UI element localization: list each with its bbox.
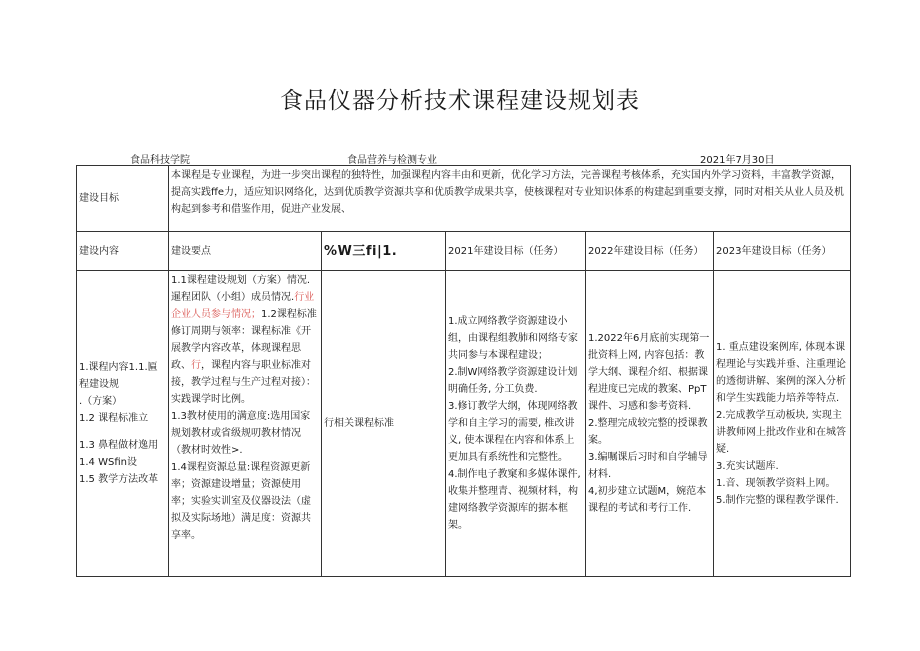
college-name: 食品科技学院 [130, 155, 190, 166]
point-1-highlight: 行业企业人员参与情况； [171, 292, 315, 320]
point-3: 1.3教材使用的满意度:选用国家规划教材或省级规叨教材情况（教材时效性>. [171, 411, 311, 456]
content-item: 1.2 课程标准立 [79, 413, 149, 424]
list-item: 4,初步建立试题M，婉范本课程的考试和考行工作. [588, 486, 707, 514]
list-item: 2.整理完成较完整的授课教案。 [588, 418, 708, 446]
list-item: 3.修订教学大纲，体现网络教学和自主学习的需要, 椎改讲义, 使本课程在内容和体系上更加具有系统性和完整性。 [448, 401, 578, 463]
major-name: 食品营养与检测专业 [347, 155, 437, 166]
content-item: 1.课程内容1.1.匾程建设规 [79, 362, 158, 390]
content-item: 1.4 WSfin设 [79, 457, 137, 468]
list-item: 2.制W网络教学资源建设计划明确任务, 分工负费. [448, 367, 578, 395]
list-item: 1.成立网络教学资源建设小组，由课程组教肺和网络专家共同参与本课程建设； [448, 316, 578, 361]
header-col3: %W三fi|1. [322, 232, 446, 271]
point-1: 1.1课程建设规划（方案）情况.暹程团队（小组）成员情况.行业企业人员参与情况；1.2课程标准修订周期与领率：课程标准《开展教学内容改革，体现课程思政、行，课程内容与职业标准对接，教学过程与生产过程对接）：实践课学时比例。 [171, 275, 317, 405]
content-item: 1.3 鼻程做材逸用 [79, 440, 159, 451]
list-item: 1. 重点建设案例库, 体现本课程理论与实践并垂、注重理论的透彻讲解、案例的深入分析和学生实践能力培养等特点. [716, 341, 846, 404]
content-cell [77, 271, 169, 577]
content-item: .（方案） [79, 396, 123, 407]
content-item: 1.5 教学方法改革 [79, 474, 159, 485]
header-content: 建设内容 [77, 232, 169, 271]
header-points: 建设要点 [169, 232, 322, 271]
y2023-cell [714, 271, 851, 577]
doc-date: 2021年7月30日 [700, 155, 775, 166]
point-4: 1.4课程资源总量:课程资源更新率；资源建设增量；资源使用率；实验实训室及仪器设法（虚拟及实际场地）满足度：资源共享率。 [171, 462, 311, 541]
list-item: 3.编嘱课后习时和自学辅导材料. [588, 452, 708, 480]
page-title: 食品仪器分析技术课程建设规划表 [280, 88, 640, 114]
points-cell [169, 271, 322, 577]
y2021-cell [446, 271, 586, 577]
list-item: 2.完成教学互动板块, 实现主讲教师网上批改作业和在城答疑. [716, 409, 846, 455]
list-item: 1.2022年6月底前实现第一批资料上网, 内容包括：教学大纲、课程介绍、根据课程进度已完成的教案、PpT课件、习感和参考资料. [588, 333, 710, 412]
list-item: 5.制作完整的课程教学课件. [716, 494, 839, 506]
goal-label: 建设目标 [77, 166, 169, 232]
y2022-cell [586, 271, 714, 577]
point-2-highlight: 行 [191, 360, 201, 371]
list-item: 4.制作电子教窠和多媒体课件, 收集并整理青、视频材料，构建网络教学资源库的据本框架。 [448, 469, 581, 531]
list-item: 3.充实试题库. [716, 460, 779, 472]
header-2022: 2022年建设目标（任务） [586, 232, 714, 271]
goal-text: 本课程是专业课程，为进一步突出课程的独特性，加强课程内容丰由和更新，优化学习方法，完善课程考核体系，充实国内外学习资料，丰富教学资源，提高实践ffe力，适应知识网络化，达到优质教学资源共享和优质教学成果共享，使核课程对专业知识体系的构建起到重要支撑，同时对相关从业人员及机构起到参考和借鉴作用，促进产业发展、 [169, 166, 851, 232]
header-2021: 2021年建设目标（任务） [446, 232, 586, 271]
col3-cell: 行相关课程标准 [322, 271, 446, 577]
plan-table [76, 165, 851, 577]
list-item: 1.音、现领教学资料上网。 [716, 477, 836, 489]
header-2023: 2023年建设目标（任务） [714, 232, 851, 271]
